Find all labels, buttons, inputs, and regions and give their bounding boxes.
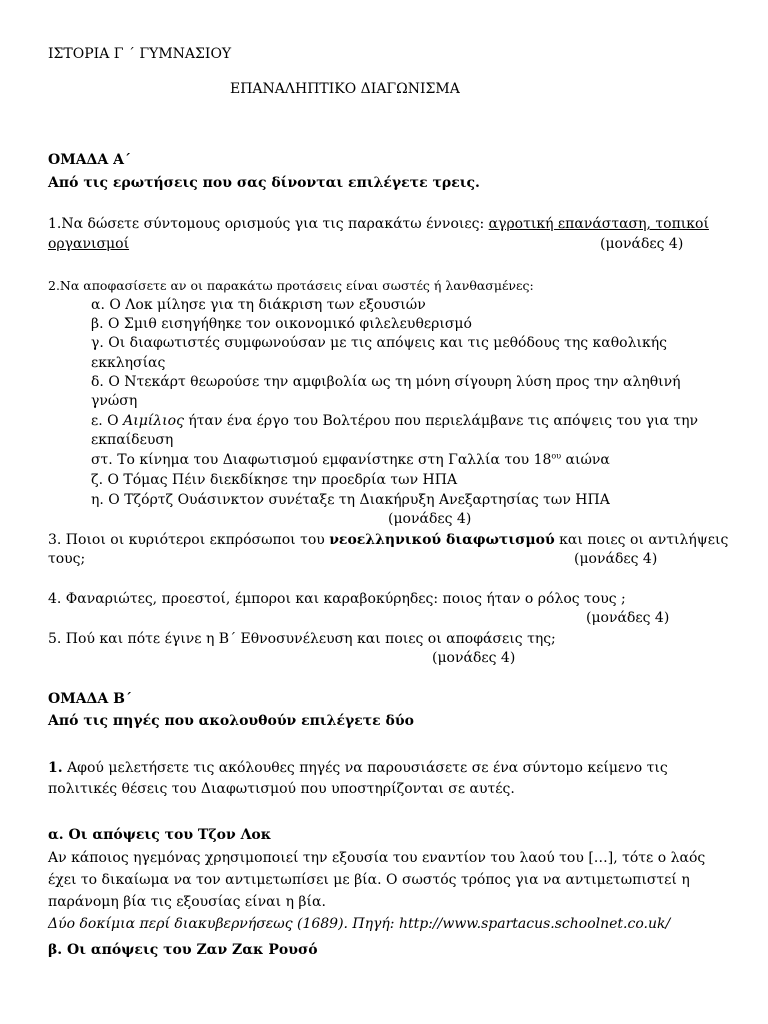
statement-e [91,412,698,430]
question-3-line-2: τους; [48,551,86,567]
question-5-points: (μονάδες 4) [432,650,516,666]
question-1-terms-cont: οργανισμοί [48,236,130,252]
statement-e-prefix: ε. Ο [91,413,124,429]
statement-e-cont: εκπαίδευση [91,432,174,448]
statement-c-cont: εκκλησίας [91,355,166,371]
statement-a: α. Ο Λοκ μίλησε για τη διάκριση των εξουσιών [91,297,426,313]
question-2-points: (μονάδες 4) [388,511,472,527]
source-a-line-1: Αν κάποιος ηγεμόνας χρησιμοποιεί την εξουσία του εναντίον του λαού του […], τότε ο λαός [48,850,706,866]
source-a-title: α. Οι απόψεις του Τζον Λοκ [48,827,272,843]
statement-st [91,451,610,469]
source-a-line-3: παράνομη βία τις εξουσίας είναι η βία. [48,894,326,910]
question-3-text: 3. Ποιοι οι κυριότεροι εκπρόσωποι του [48,532,330,548]
question-5-text: 5. Πού και πότε έγινε η Β΄ Εθνοσυνέλευση και ποιες οι αποφάσεις της; [48,631,556,647]
statement-st-text: στ. Το κίνημα του Διαφωτισμού εμφανίστηκε στη Γαλλία του 18 [91,452,552,468]
question-3-bold-term: νεοελληνικού διαφωτισμού [329,532,555,548]
group-a-instruction: Από τις ερωτήσεις που σας δίνονται επιλέγετε τρεις. [48,175,480,191]
question-1-terms: αγροτική επανάσταση, τοπικοί [488,216,709,232]
century-superscript: ου [551,451,562,461]
group-b-heading: ΟΜΑΔΑ Β΄ [48,691,132,707]
question-4-points: (μονάδες 4) [586,610,670,626]
source-b-title: β. Οι απόψεις του Ζαν Ζακ Ρουσό [48,942,318,958]
subject-heading: ΙΣΤΟΡΙΑ Γ ΄ ΓΥΜΝΑΣΙΟΥ [48,46,232,62]
group-b-question-text: Αφού μελετήσετε τις ακόλουθες πηγές να παρουσιάσετε σε ένα σύντομο κείμενο τις [62,760,668,776]
statement-z: ζ. Ο Τόμας Πέιν διεκδίκησε την προεδρία των ΗΠΑ [91,472,458,488]
question-3-text-end: και ποιες οι αντιλήψεις [554,532,729,548]
statement-c: γ. Οι διαφωτιστές συμφωνούσαν με τις απόψεις και τις μεθόδους της καθολικής [91,335,667,351]
work-title: Αιμίλιος [123,413,184,429]
statement-h: η. Ο Τζόρτζ Ουάσινκτον συνέταξε τη Διακήρυξη Ανεξαρτησίας των ΗΠΑ [91,492,610,508]
question-3-points: (μονάδες 4) [574,551,658,567]
question-1-prefix: 1.Να δώσετε σύντομους ορισμούς για τις παρακάτω έννοιες: [48,216,489,232]
source-a-line-2: έχει το δικαίωμα να τον αντιμετωπίσει με βία. Ο σωστός τρόπος για να αντιμετωπιστεί η [48,872,690,888]
group-b-question-number: 1. [48,760,63,776]
question-1-points: (μονάδες 4) [600,236,684,252]
question-4-text: 4. Φαναριώτες, προεστοί, έμποροι και καραβοκύρηδες: ποιος ήταν ο ρόλος τους ; [48,591,626,607]
question-2-text: 2.Να αποφασίσετε αν οι παρακάτω προτάσεις είναι σωστές ή λανθασμένες: [48,278,534,293]
source-a-citation: Δύο δοκίμια περί διακυβερνήσεως (1689). Πηγή: http://www.spartacus.schoolnet.co.uk/ [48,916,671,932]
group-b-instruction: Από τις πηγές που ακολουθούν επιλέγετε δύο [48,713,414,729]
exam-title: ΕΠΑΝΑΛΗΠΤΙΚΟ ΔΙΑΓΩΝΙΣΜΑ [230,81,460,97]
statement-b: β. Ο Σμιθ εισηγήθηκε τον οικονομικό φιλελευθερισμό [91,316,472,332]
group-a-heading: ΟΜΑΔΑ Α΄ [48,152,132,168]
statement-d-cont: γνώση [91,393,138,409]
statement-d: δ. Ο Ντεκάρτ θεωρούσε την αμφιβολία ως τη μόνη σίγουρη λύση προς την αληθινή [91,374,681,390]
question-1-line-1 [48,215,709,233]
statement-st-end: αιώνα [561,452,610,468]
group-b-question-1-line-2: πολιτικές θέσεις του Διαφωτισμού που υποστηρίζονται σε αυτές. [48,781,515,797]
group-b-question-1-line-1 [48,759,668,777]
statement-e-text: ήταν ένα έργο του Βολτέρου που περιελάμβανε τις απόψεις του για την [183,413,699,429]
question-3-line-1 [48,531,728,549]
